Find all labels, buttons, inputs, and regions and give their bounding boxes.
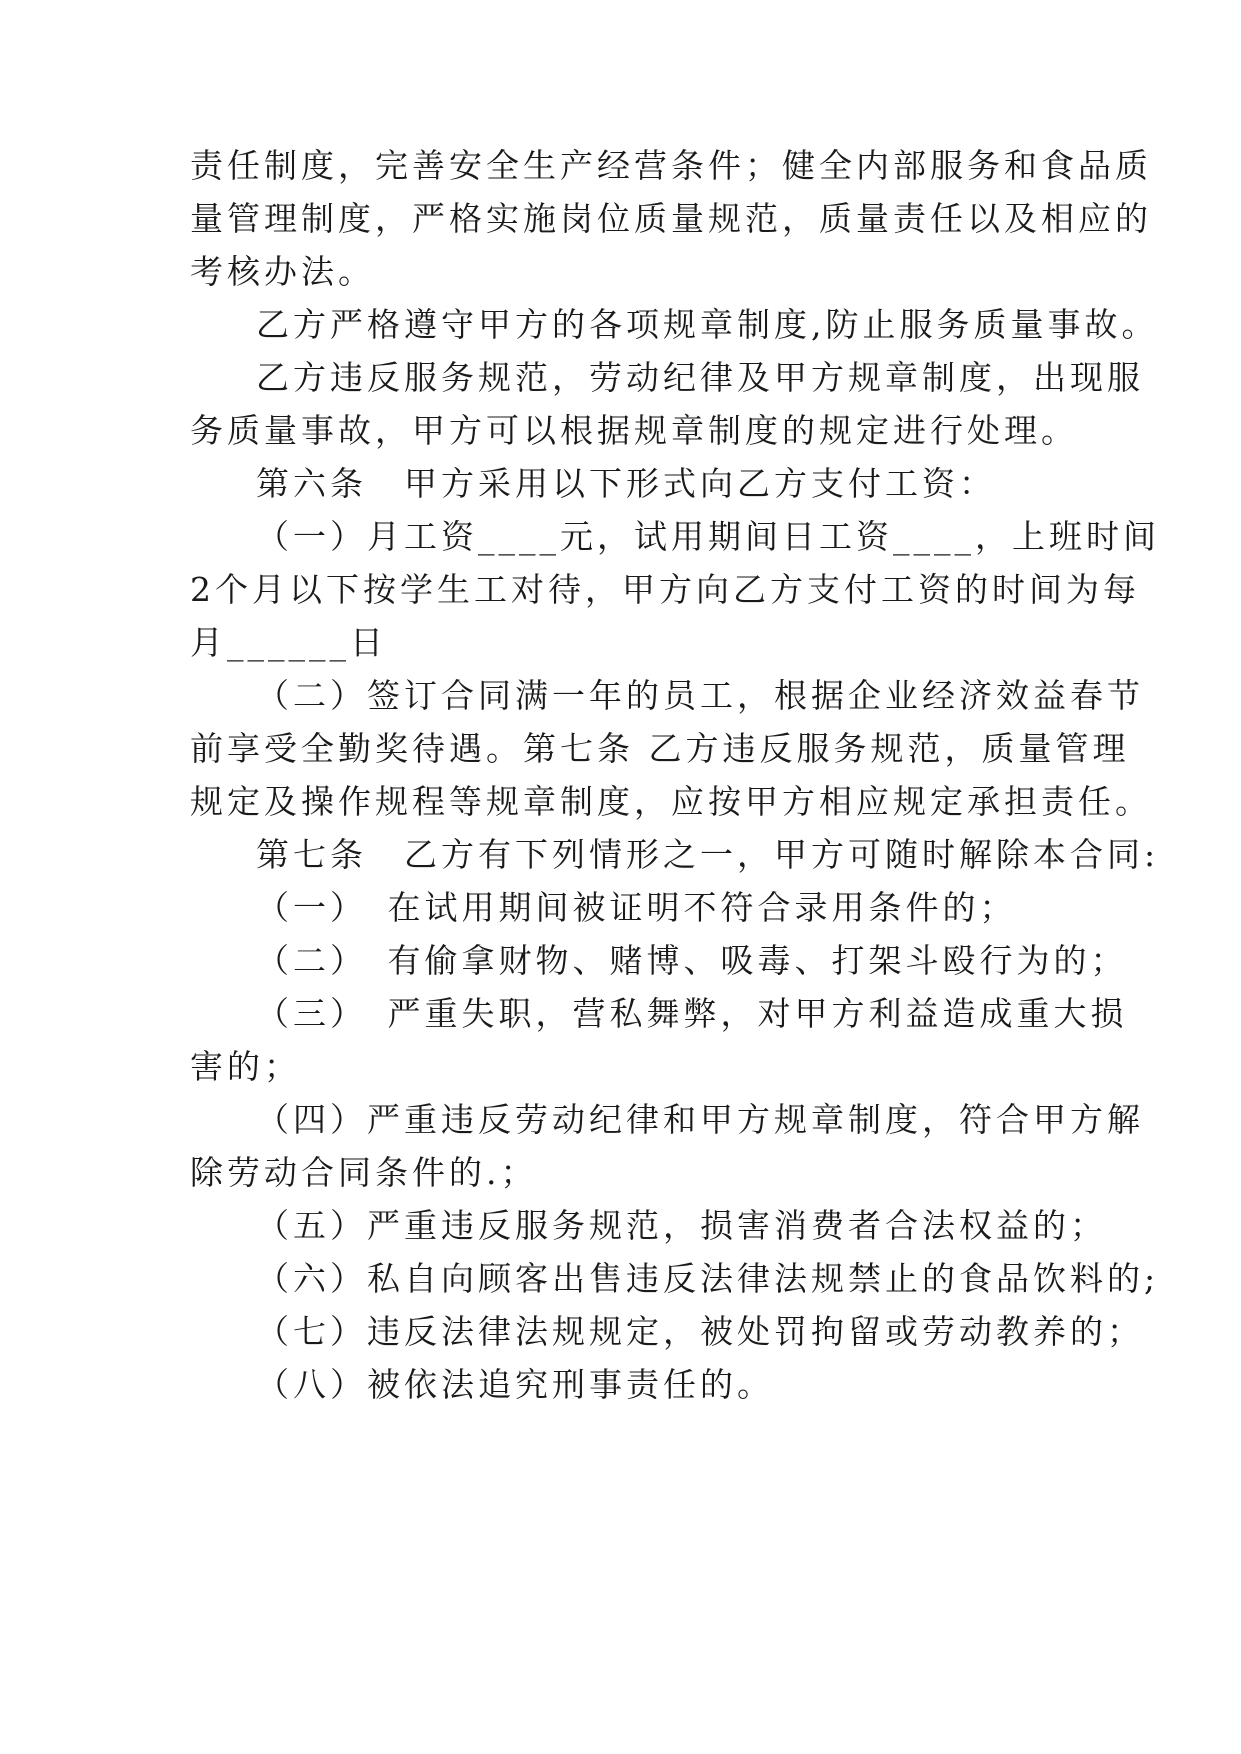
text-line: 前享受全勤奖待遇。第七条 乙方违反服务规范，质量管理: [190, 729, 1130, 768]
text-line: （一） 在试用期间被证明不符合录用条件的；: [256, 888, 1017, 927]
text-line: 规定及操作规程等规章制度，应按甲方相应规定承担责任。: [190, 782, 1152, 821]
text-line: 害的；: [190, 1047, 301, 1086]
text-line: （二） 有偷拿财物、赌博、吸毒、打架斗殴行为的；: [256, 941, 1128, 980]
text-line: （五）严重违反服务规范，损害消费者合法权益的；: [256, 1206, 1107, 1245]
text-line: 量管理制度，严格实施岗位质量规范，质量责任以及相应的: [190, 199, 1152, 238]
text-line: 月______日: [190, 623, 387, 662]
text-line: （四）严重违反劳动纪律和甲方规章制度，符合甲方解: [256, 1100, 1144, 1139]
text-line: 考核办法。: [190, 252, 375, 291]
text-line: 务质量事故，甲方可以根据规章制度的规定进行处理。: [190, 411, 1078, 450]
text-line: 乙方严格遵守甲方的各项规章制度,防止服务质量事故。: [256, 305, 1159, 344]
text-line: （六）私自向顾客出售违反法律法规禁止的食品饮料的;: [256, 1259, 1160, 1298]
text-line: 第七条 乙方有下列情形之一，甲方可随时解除本合同:: [256, 835, 1160, 874]
text-line: （三） 严重失职，营私舞弊，对甲方利益造成重大损: [256, 994, 1128, 1033]
text-line: （二）签订合同满一年的员工，根据企业经济效益春节: [256, 676, 1144, 715]
text-line: 第六条 甲方采用以下形式向乙方支付工资：: [256, 464, 996, 503]
text-line: 2个月以下按学生工对待，甲方向乙方支付工资的时间为每: [190, 570, 1140, 609]
text-line: （七）违反法律法规规定，被处罚拘留或劳动教养的；: [256, 1312, 1144, 1351]
text-line: 责任制度，完善安全生产经营条件；健全内部服务和食品质: [190, 146, 1152, 185]
text-line: （一）月工资____元，试用期间日工资____，上班时间: [256, 517, 1160, 556]
text-line: 除劳动合同条件的.；: [190, 1153, 538, 1192]
text-line: 乙方违反服务规范，劳动纪律及甲方规章制度，出现服: [256, 358, 1144, 397]
text-line: （八）被依法追究刑事责任的。: [256, 1365, 774, 1404]
